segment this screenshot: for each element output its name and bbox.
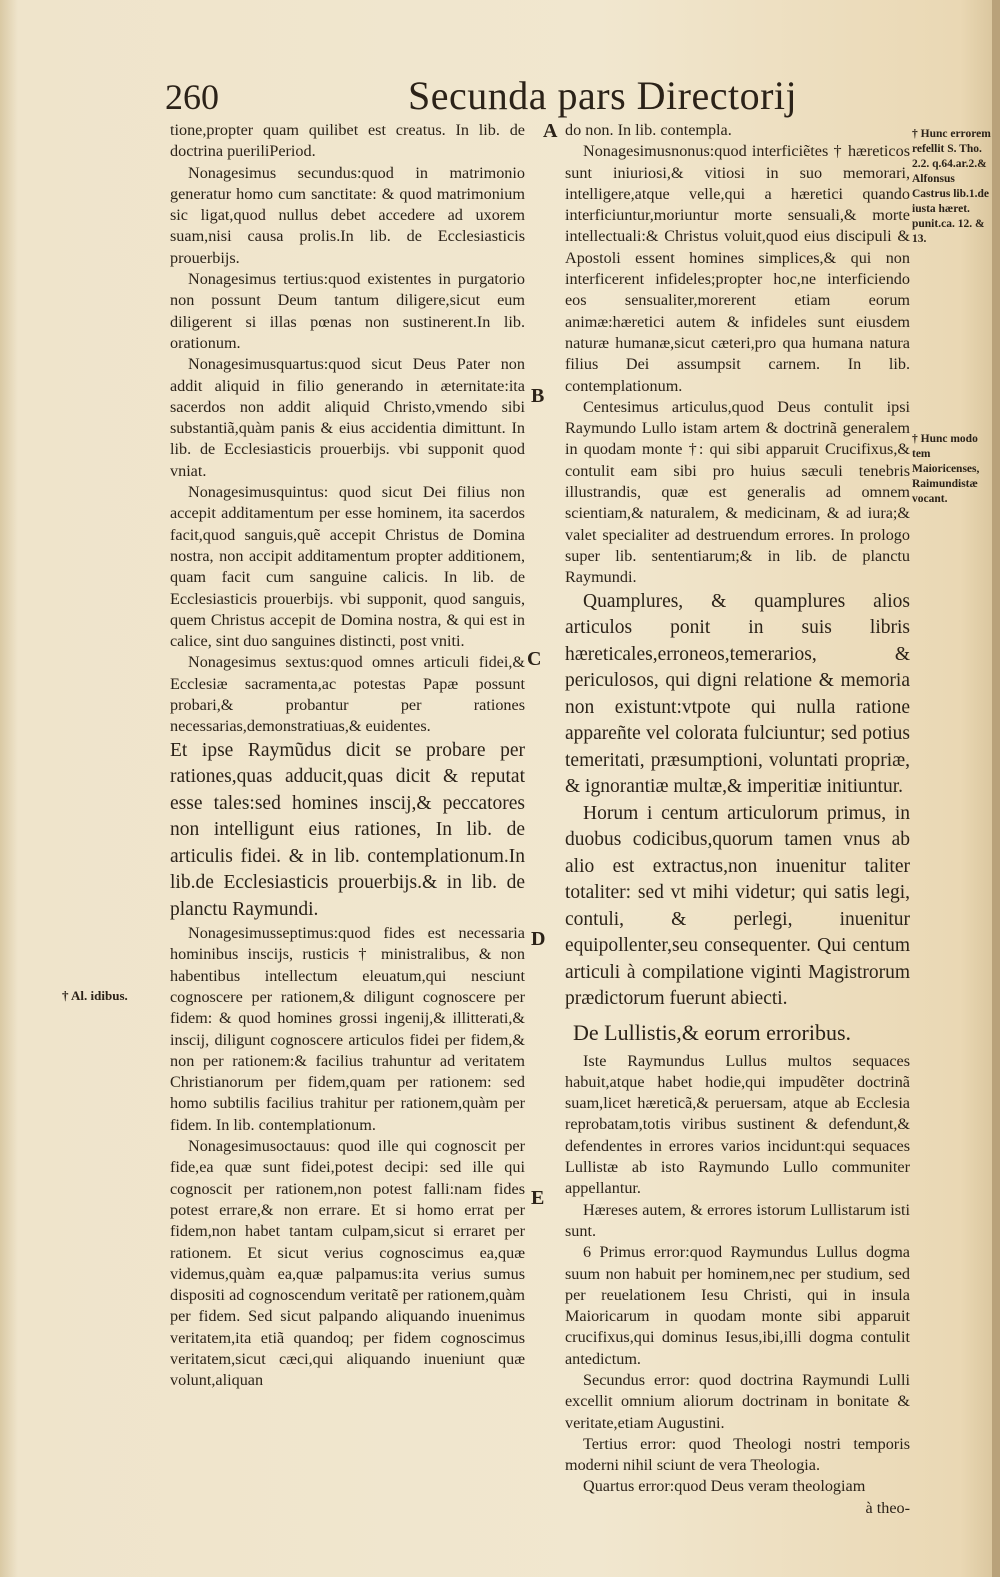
- section-heading: De Lullistis,& eorum erroribus.: [573, 1019, 852, 1045]
- running-title: Secunda pars Directorij: [408, 73, 798, 118]
- margin-letter-c: C: [527, 648, 542, 670]
- paragraph: Iste Raymundus Lullus multos sequaces habuit,atque habet hodie,qui impudẽter doctrinã suam,licet hæreticã,& peruersam, atque ab Ecclesia reprobatam,totis viribus sustinent & defendunt,& defendentes in errores varios incidunt:qui sequaces Lullistæ ab isto Raymundo Lullo communiter appellantur.: [565, 1051, 910, 1198]
- paragraph: Tertius error: quod Theologi nostri temporis moderni nihil sciunt de vera Theologia.: [565, 1434, 910, 1475]
- paragraph: Horum i centum articulorum primus, in duobus codicibus,quorum tamen vnus ab alio est extractus,non inuenitur taliter totaliter: sed vt mihi videtur; qui satis legi, contuli, & perlegi, inuenitur equipollenter,seu consequenter. Qui centum articuli à compilatione viginti Magistrorum prædictorum fuerunt abiecti.: [565, 802, 910, 1010]
- paragraph: Nonagesimusquartus:quod sicut Deus Pater non addit aliquid in filio generando in æternitate:ita sacerdos non addit aliquid Christo,vmendo sibi substantiã,quàm panis & eius accidentia dimittunt. In lib. de Ecclesiasticis prouerbijs. vbi supponit quod vniat.: [170, 355, 525, 480]
- margin-letter-e: E: [531, 1187, 545, 1209]
- paragraph: Nonagesimusquintus: quod sicut Dei filius non accepit additamentum per esse hominem, ita sacerdos facit,quod sanguis,quẽ accepit Christus de Domina nostra, non accipit additamentum propter additionem, quam facit cum sanguine calicis. In lib. de Ecclesiasticis prouerbijs. vbi supponit, quod sanguis, quem Christus accepit de Domina nostra, & qui est in calice, sint duo sanguines distincti, post vniti.: [170, 483, 525, 651]
- paragraph: Nonagesimusnonus:quod interficiẽtes † hæreticos sunt iniuriosi,& vitiosi in suo memorari, intelligere,atque velle,qui a hæretici quando interficiuntur,moriuntur morte sensuali,& morte intellectuali:& Christus voluit,quod eius discipuli & Apostoli essent homines simplices,& qui non interficerent infideles;propter hoc,ne interficiendo eos sensualiter,morerent etiam eorum animæ:hæretici autem & infideles sunt eiusdem naturæ humanæ,sicut cæteri,pro qua humana natura filius Dei assumpsit carnem. In lib. contemplationum.: [565, 142, 910, 395]
- side-note-1: † Hunc errorem refellit S. Tho. 2.2. q.64.ar.2.& Alfonsus Castrus lib.1.de iusta hæret. punit.ca. 12. & 13.: [912, 128, 991, 245]
- paragraph: à theo-: [865, 1498, 910, 1517]
- paragraph: Nonagesimus sextus:quod omnes articuli fidei,& Ecclesiæ sacramenta,ac potestas Papæ possunt probari,& probantur per rationes necessarias,demonstratiuas,& euidentes.: [170, 653, 525, 736]
- running-header: [165, 72, 798, 122]
- paragraph: Nonagesimus secundus:quod in matrimonio generatur homo cum sanctitate: & quod matrimonium sic ligat,quod nullus debet accedere ad uxorem suam,nisi causa prolis.In lib. de Ecclesiasticis prouerbijs.: [170, 163, 525, 267]
- right-column: [565, 120, 910, 1519]
- page-number: 260: [165, 77, 219, 117]
- margin-letter-a: A: [543, 120, 558, 142]
- paragraph: Et ipse Raymũdus dicit se probare per rationes,quas adducit,quas dicit & reputat esse tales:sed homines inscij,& peccatores non intelligunt eius rationes, In lib. de articulis fidei. & in lib. contemplationum.In lib.de Ecclesiasticis prouerbijs.& in lib. de planctu Raymundi.: [170, 739, 525, 920]
- paragraph: Nonagesimusoctauus: quod ille qui cognoscit per fide,ea quæ sunt fidei,potest decipi: sed ille qui cognoscit per rationem,non potest falli:nam fides potest errare,& non errare. Et si homo errat per fidem,non habet tantam culpam,sicut si erraret per rationem. Et sicut verius cognoscimus ea,quæ videmus,quàm ea,quæ palpamus:ita verius sumus dispositi ad cognoscendum veritatẽ per rationem,quàm per fidem. Sed sicut palpando aliquando inuenimus veritatem,ita etiã quandoq; per fidem cognoscimus veritatem,sicut cæci,qui aliquando inueniunt quæ volunt,aliquan: [170, 1137, 525, 1390]
- margin-letter-b: B: [531, 385, 545, 407]
- paragraph: Quamplures, & quamplures alios articulos ponit in suis libris hæreticales,erroneos,temerarios, & periculosos, qui digni relatione & memoria non existunt:vtpote qui nulla ratione appareñte vel colorata fulciuntur; sed potius temeritati, præsumptioni, voluntati propriæ, & ignorantiæ multæ,& imperitiæ initiuntur.: [565, 590, 910, 798]
- paragraph: do non. In lib. contempla.: [565, 121, 732, 139]
- paragraph: tione,propter quam quilibet est creatus. In lib. de doctrina pueriliPeriod.: [170, 121, 525, 161]
- paragraph: Nonagesimus tertius:quod existentes in purgatorio non possunt Deum tantum diligere,sicut eum diligerent si illas pœnas non sustinerent.In lib. orationum.: [170, 270, 525, 352]
- left-column: [170, 120, 525, 1392]
- left-margin-note: † Al. idibus.: [62, 988, 128, 1003]
- page-edge: [992, 0, 1000, 1577]
- paragraph: Nonagesimusseptimus:quod fides est necessaria hominibus inscijs, rusticis † ministralibus, & non habentibus intellectum eleuatum,qui nesciunt cognoscere per rationem,& diligunt cognoscere per fidem: & quod homines grossi ingenij,& illitterati,& inscij, diligunt cognoscere articulos fidei per fidem,& non per rationem:& facilius trahuntur ad veritatem Christianorum per fidem,quam per rationem: sed homo subtilis facilius trahitur per rationem,quàm per fidem. In lib. contemplationum.: [170, 924, 525, 1134]
- side-note-2: † Hunc modo tem Maioricenses, Raimundistæ vocant.: [912, 433, 980, 505]
- margin-letter-d: D: [531, 928, 546, 950]
- paragraph: Secundus error: quod doctrina Raymundi Lulli excellit omnium aliorum doctrinam in bonitate & veritate,etiam Augustini.: [565, 1370, 910, 1432]
- paragraph: Centesimus articulus,quod Deus contulit ipsi Raymundo Lullo istam artem & doctrinã generalem in quodam monte †: qui sibi apparuit Crucifixus,& contulit eam sibi pro huius sæculi tenebris illustrandis, quæ est generalis ad omnem scientiam,& naturalem, & medicinam, & ad iura;& valet specialiter ad destruendum errores. In prologo super lib. sententiarum;& in lib. de planctu Raymundi.: [565, 397, 910, 587]
- paragraph: Quartus error:quod Deus veram theologiam: [583, 1477, 866, 1496]
- paragraph: Hæreses autem, & errores istorum Lullistarum isti sunt.: [565, 1200, 910, 1240]
- paragraph: 6 Primus error:quod Raymundus Lullus dogma suum non habuit per hominem,nec per studium, sed per reuelationem Iesu Christi, qui in insula Maioricarum in quodam monte sibi apparuit crucifixus,qui dominus Iesus,ibi,illi dogma contulit antedictum.: [565, 1243, 910, 1368]
